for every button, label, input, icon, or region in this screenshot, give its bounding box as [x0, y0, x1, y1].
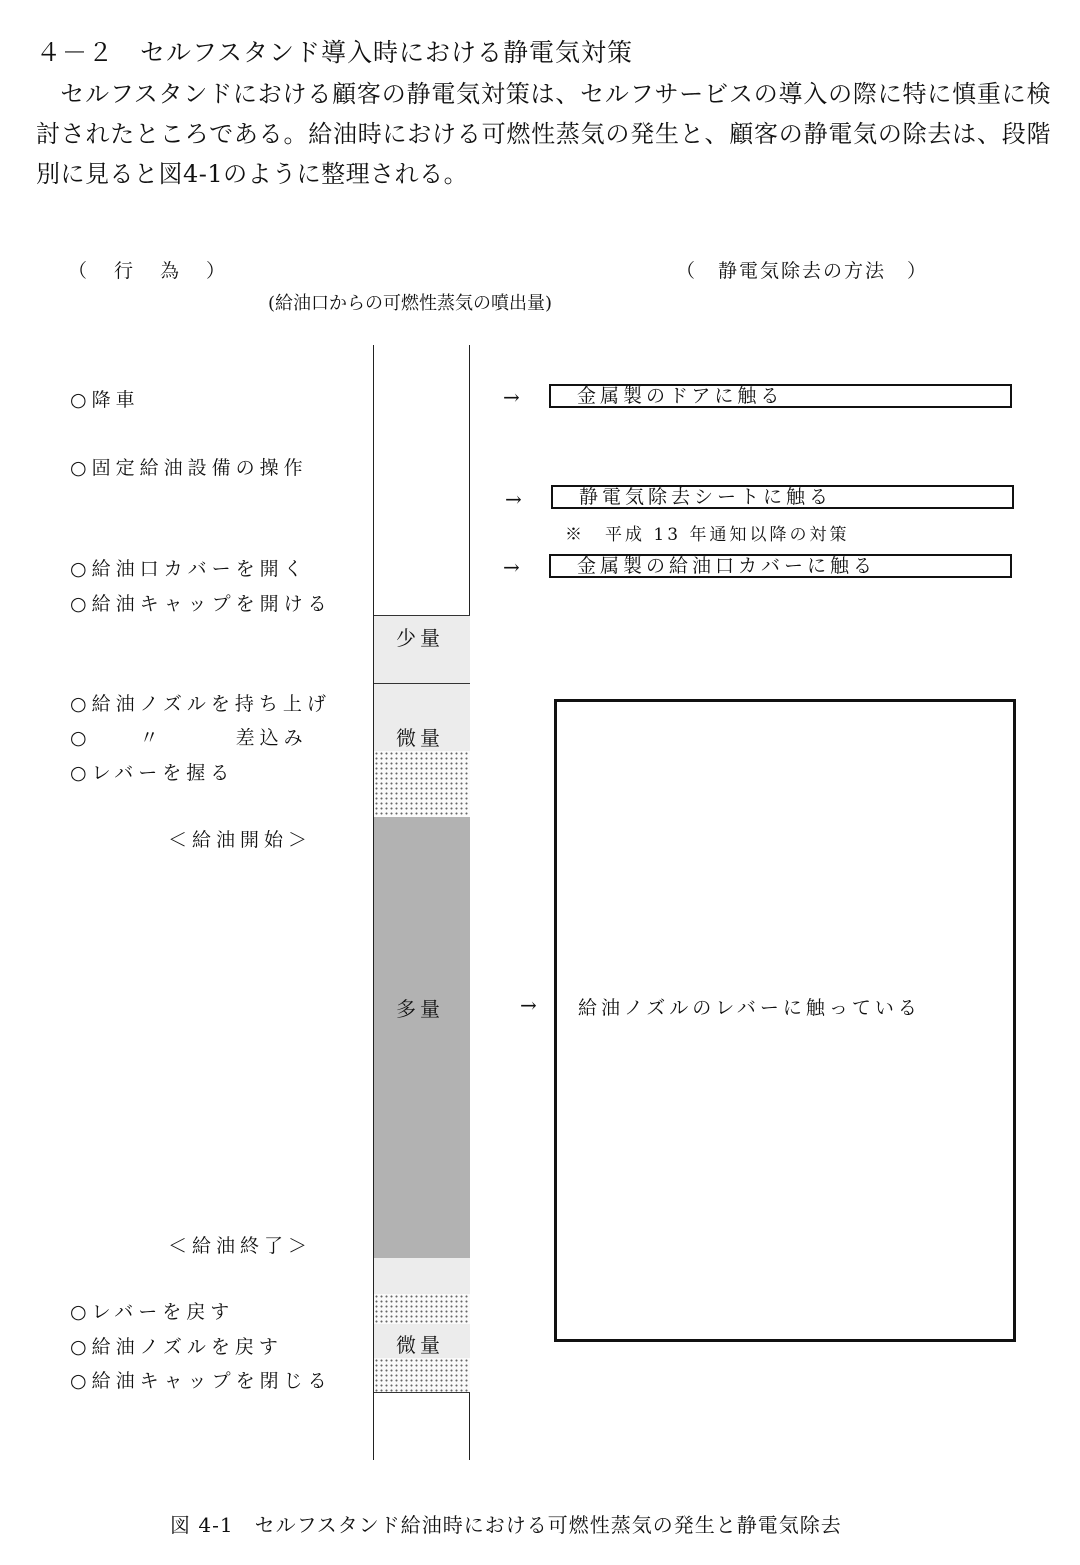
vapor-label-minute-1: 微量	[396, 726, 444, 750]
action-grip-lever: ○レバーを握る	[70, 762, 235, 784]
arrow-right-icon: →	[520, 993, 537, 1017]
action-open-fuel-cover: ○給油口カバーを開く	[70, 558, 308, 580]
method-box-door	[549, 384, 1012, 408]
vapor-band-minute-2-dotted-b	[374, 1358, 470, 1393]
method-note: ※ 平成 13 年通知以降の対策	[565, 525, 850, 545]
arrow-right-icon: →	[505, 487, 522, 511]
intro-paragraph	[36, 74, 1051, 194]
action-close-fuel-cap: ○給油キャップを閉じる	[70, 1370, 332, 1392]
marker-refuel-end: ＜給油終了＞	[168, 1235, 313, 1257]
action-operate-dispenser: ○固定給油設備の操作	[70, 457, 308, 479]
vapor-label-minute-2: 微量	[396, 1333, 444, 1357]
method-label-fuel-cover: 金属製の給油口カバーに触る	[577, 555, 877, 577]
action-alight: ○降車	[70, 389, 140, 411]
action-insert-nozzle: ○ 〃 差込み	[70, 727, 308, 749]
vapor-band-large	[374, 817, 470, 1258]
method-box-fuel-cover	[549, 554, 1012, 578]
column-header-method: （ 静電気除去の方法 ）	[676, 260, 929, 282]
column-header-actions: （ 行 為 ）	[68, 260, 230, 282]
method-label-door: 金属製のドアに触る	[577, 385, 784, 407]
vapor-label-large: 多量	[396, 997, 444, 1021]
main-method-box	[554, 699, 1016, 1342]
action-open-fuel-cap: ○給油キャップを開ける	[70, 593, 332, 615]
action-lift-nozzle: ○給油ノズルを持ち上げ	[70, 693, 331, 715]
vapor-band-minute-2-top	[374, 1258, 470, 1294]
vapor-label-small: 少量	[396, 626, 444, 650]
vapor-band-minute-2-dotted-a	[374, 1294, 470, 1324]
action-return-nozzle: ○給油ノズルを戻す	[70, 1336, 283, 1358]
section-heading: ４－２ セルフスタンド導入時における静電気対策	[36, 38, 634, 67]
intro-paragraph-text: セルフスタンドにおける顧客の静電気対策は、セルフサービスの導入の際に特に慎重に検討されたところである。給油時における可燃性蒸気の発生と、顧客の静電気の除去は、段階別に見ると図4-1のように整理される。	[36, 80, 1051, 188]
method-box-discharge-sheet	[551, 485, 1014, 509]
main-method-label: 給油ノズルのレバーに触っている	[578, 997, 921, 1019]
method-label-discharge-sheet: 静電気除去シートに触る	[579, 486, 833, 508]
arrow-right-icon: →	[503, 385, 520, 409]
vapor-band-minute-1-dotted	[374, 751, 470, 817]
marker-refuel-start: ＜給油開始＞	[168, 829, 313, 851]
action-release-lever: ○レバーを戻す	[70, 1301, 235, 1323]
column-header-vapor: (給油口からの可燃性蒸気の噴出量)	[268, 293, 553, 314]
figure-caption: 図 4-1 セルフスタンド給油時における可燃性蒸気の発生と静電気除去	[170, 1513, 842, 1537]
arrow-right-icon: →	[503, 555, 520, 579]
